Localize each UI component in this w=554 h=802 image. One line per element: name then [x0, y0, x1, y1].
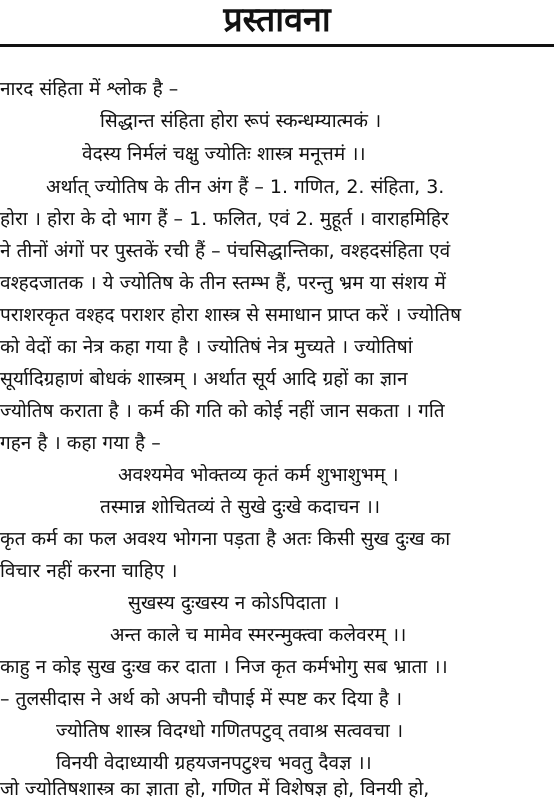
verse-line: तस्मान्न शोचितव्यं ते सुखे दुःखे कदाचन ।। — [100, 496, 381, 518]
title-divider — [0, 44, 554, 47]
text-line: वश्हदजातक । ये ज्योतिष के तीन स्तम्भ हैं, परन्तु भ्रम या संशय में — [0, 272, 446, 294]
text-line: ज्योतिष कराता है । कर्म की गति को कोई नहीं जान सकता । गति — [0, 400, 445, 422]
text-line: – तुलसीदास ने अर्थ को अपनी चौपाई में स्पष्ट कर दिया है । — [0, 688, 403, 710]
text-line: ने तीनों अंगों पर पुस्तकें रची हैं – पंचसिद्धान्तिका, वश्हदसंहिता एवं — [0, 240, 451, 262]
text-line: काहु न कोइ सुख दुःख कर दाता । निज कृत कर्मभोगु सब भ्राता ।। — [0, 656, 448, 678]
page-title: प्रस्तावना — [223, 0, 331, 40]
text-line: होरा । होरा के दो भाग हैं – 1. फलित, एवं 2. मुहूर्त । वाराहमिहिर — [0, 208, 449, 230]
text-line: नारद संहिता में श्लोक है – — [0, 78, 179, 100]
verse-line: सुखस्य दुःखस्य न कोऽपिदाता । — [128, 592, 340, 614]
text-line: कृत कर्म का फल अवश्य भोगना पड़ता है अतः किसी सुख दुःख का — [0, 528, 451, 550]
text-line: विचार नहीं करना चाहिए । — [0, 560, 178, 582]
text-line: अर्थात् ज्योतिष के तीन अंग हैं – 1. गणित, 2. संहिता, 3. — [46, 176, 445, 198]
verse-line: ज्योतिष शास्त्र विदग्धो गणितपटुव् तवाश्र सत्ववचा । — [56, 720, 404, 742]
text-line: पराशरकृत वश्हद पराशर होरा शास्त्र से समाधान प्राप्त करें । ज्योतिष — [0, 304, 462, 326]
text-line: जो ज्योतिषशास्त्र का ज्ञाता हो, गणित में विशेषज्ञ हो, विनयी हो, — [0, 778, 430, 800]
verse-line: अवश्यमेव भोक्तव्य कृतं कर्म शुभाशुभम् । — [118, 464, 399, 486]
verse-line: अन्त काले च मामेव स्मरन्मुक्त्वा कलेवरम् ।। — [110, 624, 407, 646]
text-line: गहन है । कहा गया है – — [0, 432, 161, 454]
text-line: को वेदों का नेत्र कहा गया है । ज्योतिषं नेत्र मुच्यते । ज्योतिषां — [0, 336, 413, 358]
verse-line: विनयी वेदाध्यायी ग्रहयजनपटुश्च भवतु दैवज्ञ ।। — [56, 752, 372, 774]
text-line: सूर्यादिग्रहाणं बोधकं शास्त्रम् । अर्थात सूर्य आदि ग्रहों का ज्ञान — [0, 368, 408, 390]
verse-line: सिद्धान्त संहिता होरा रूपं स्कन्धम्यात्मकं । — [100, 110, 382, 132]
verse-line: वेदस्य निर्मलं चक्षु ज्योतिः शास्त्र मनूत्तमं ।। — [82, 143, 366, 165]
